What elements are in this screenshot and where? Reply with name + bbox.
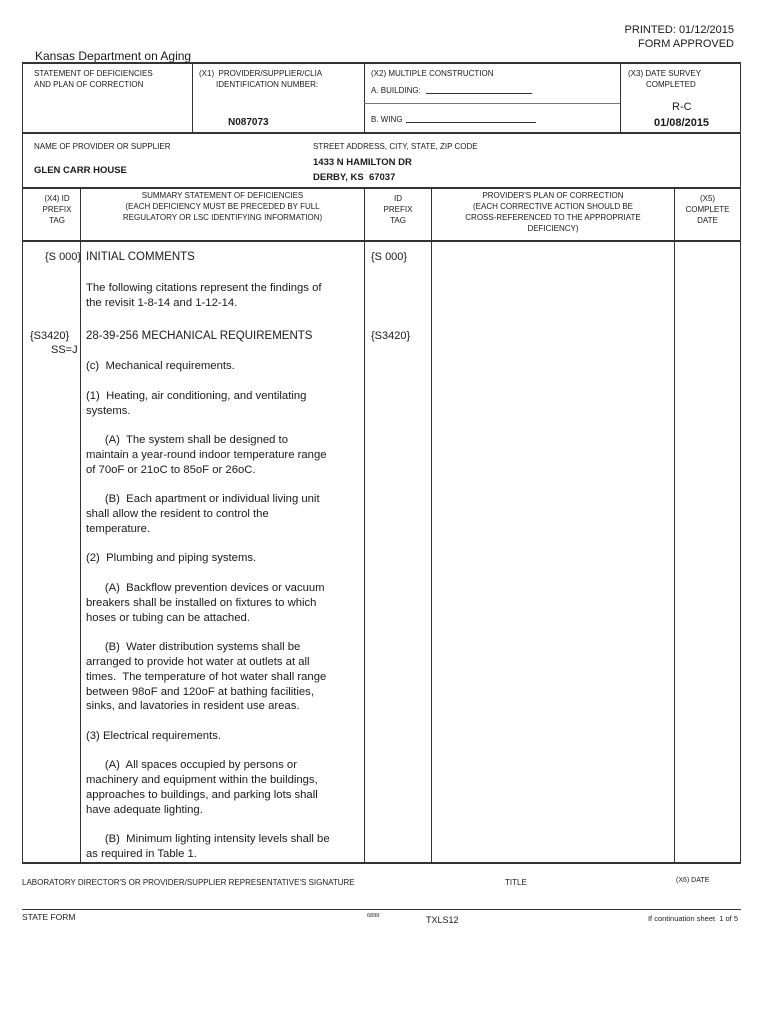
address-label: STREET ADDRESS, CITY, STATE, ZIP CODE <box>313 142 478 151</box>
x4-prefix: PREFIX <box>42 205 72 214</box>
col-divider-2 <box>364 187 365 862</box>
reg-line: temperature. <box>86 523 151 535</box>
provider-row-bottom <box>22 187 741 189</box>
s3420-id-tag: {S3420} <box>371 330 411 342</box>
plan-header-2: (EACH CORRECTIVE ACTION SHOULD BE <box>472 202 634 211</box>
reg-line: between 98oF and 120oF at bathing facilities, <box>86 686 314 698</box>
reg-line: shall allow the resident to control the <box>86 508 269 520</box>
survey-type: R-C <box>672 101 692 113</box>
divider-x2 <box>364 62 365 132</box>
reg-line: breakers shall be installed on fixtures to which <box>86 597 317 609</box>
building-field-line <box>426 93 532 94</box>
x4-tag: TAG <box>49 216 65 225</box>
findings-line-1: The following citations represent the findings of <box>86 282 322 294</box>
reg-line: (c) Mechanical requirements. <box>86 360 235 372</box>
divider-x1 <box>192 62 193 132</box>
reg-line: times. The temperature of hot water shall range <box>86 671 327 683</box>
x6-date-label: (X6) DATE <box>676 877 710 884</box>
summary-header-1: SUMMARY STATEMENT OF DEFICIENCIES <box>141 191 304 200</box>
title-label: TITLE <box>505 878 527 887</box>
summary-header-2: (EACH DEFICIENCY MUST BE PRECEDED BY FULL <box>125 202 320 211</box>
s000-prefix-tag: {S 000} <box>45 251 82 263</box>
col-divider-3 <box>431 187 432 862</box>
x3-label-2: COMPLETED <box>646 80 696 89</box>
reg-line: (3) Electrical requirements. <box>86 730 221 742</box>
reg-line: arranged to provide hot water at outlets at all <box>86 656 310 668</box>
reg-line: (1) Heating, air conditioning, and ventilating <box>86 390 307 402</box>
reg-line: maintain a year-round indoor temperature range <box>86 449 327 461</box>
plan-header <box>432 190 674 234</box>
reg-line: sinks, and lavatories in resident use areas. <box>86 700 300 712</box>
wing-field-line <box>406 122 536 123</box>
reg-line: hoses or tubing can be attached. <box>86 612 250 624</box>
x2-mid-line <box>364 103 620 104</box>
statement-label-2: AND PLAN OF CORRECTION <box>34 80 144 89</box>
s3420-scope-severity: SS=J <box>51 344 78 356</box>
summary-header <box>81 190 364 223</box>
frame-top <box>22 62 741 64</box>
reg-line: (B) Water distribution systems shall be <box>86 641 301 653</box>
reg-line: systems. <box>86 405 131 417</box>
plan-header-1: PROVIDER'S PLAN OF CORRECTION <box>482 191 624 200</box>
reg-line: as required in Table 1. <box>86 848 197 860</box>
col-divider-4 <box>674 187 675 862</box>
reg-line: have adequate lighting. <box>86 804 203 816</box>
reg-line: (B) Minimum lighting intensity levels shall be <box>86 833 330 845</box>
id-label: ID <box>394 194 402 203</box>
statement-label-1: STATEMENT OF DEFICIENCIES <box>34 69 153 78</box>
s3420-prefix-tag: {S3420} <box>30 330 70 342</box>
survey-date: 01/08/2015 <box>654 117 710 129</box>
reg-line: (2) Plumbing and piping systems. <box>86 552 257 564</box>
provider-id-number: N087073 <box>228 117 269 128</box>
x5-header <box>675 193 740 226</box>
city-state-zip: DERBY, KS 67037 <box>313 172 396 183</box>
s000-id-tag: {S 000} <box>371 251 408 263</box>
s000-title: INITIAL COMMENTS <box>86 251 195 263</box>
form-approved: FORM APPROVED <box>638 38 734 50</box>
provider-name-label: NAME OF PROVIDER OR SUPPLIER <box>34 142 171 151</box>
s3420-title: 28-39-256 MECHANICAL REQUIREMENTS <box>86 330 313 342</box>
plan-header-4: DEFICIENCY) <box>527 224 579 233</box>
x3-label-1: (X3) DATE SURVEY <box>628 69 702 78</box>
x5-complete: COMPLETE <box>685 205 730 214</box>
id-prefix: PREFIX <box>383 205 413 214</box>
footer-rule <box>22 909 741 910</box>
x5-date: DATE <box>697 216 718 225</box>
building-label: A. BUILDING: <box>371 86 421 95</box>
frame-right <box>740 62 741 862</box>
divider-x3 <box>620 62 621 132</box>
reg-line: of 70oF or 21oC to 85oF or 26oC. <box>86 464 256 476</box>
column-header-bottom <box>22 240 741 242</box>
reg-line: approaches to buildings, and parking lots shall <box>86 789 318 801</box>
id-header <box>365 193 431 226</box>
table-bottom <box>22 862 741 864</box>
x5-label: (X5) <box>699 194 716 203</box>
header-row1-bottom <box>22 132 741 134</box>
reg-line: (B) Each apartment or individual living unit <box>86 493 320 505</box>
reg-line: (A) Backflow prevention devices or vacuum <box>86 582 325 594</box>
wing-label: B. WING <box>371 115 403 124</box>
reg-line: (A) The system shall be designed to <box>86 434 288 446</box>
x2-label: (X2) MULTIPLE CONSTRUCTION <box>371 69 494 78</box>
id-tag: TAG <box>390 216 406 225</box>
printed-date: PRINTED: 01/12/2015 <box>624 24 734 36</box>
street-address: 1433 N HAMILTON DR <box>313 157 412 168</box>
x1-label-2: IDENTIFICATION NUMBER: <box>216 80 319 89</box>
plan-header-3: CROSS-REFERENCED TO THE APPROPRIATE <box>465 213 641 222</box>
form-code: 6899 <box>367 913 380 919</box>
reg-line: machinery and equipment within the buildings, <box>86 774 318 786</box>
agency-name: Kansas Department on Aging <box>35 49 192 63</box>
event-id: TXLS12 <box>426 915 459 925</box>
reg-line: (A) All spaces occupied by persons or <box>86 759 297 771</box>
frame-left <box>22 62 23 862</box>
signature-label: LABORATORY DIRECTOR'S OR PROVIDER/SUPPLIER REPRESENTATIVE'S SIGNATURE <box>22 878 355 887</box>
x1-label-1: (X1) PROVIDER/SUPPLIER/CLIA <box>199 69 323 78</box>
col-divider-1 <box>80 187 81 862</box>
state-form-label: STATE FORM <box>22 912 76 922</box>
x4-id: (X4) ID <box>44 194 70 203</box>
continuation-sheet: If continuation sheet 1 of 5 <box>647 914 738 923</box>
findings-line-2: the revisit 1-8-14 and 1-12-14. <box>86 297 238 309</box>
summary-header-3: REGULATORY OR LSC IDENTIFYING INFORMATION) <box>122 213 323 222</box>
provider-name: GLEN CARR HOUSE <box>34 165 127 176</box>
